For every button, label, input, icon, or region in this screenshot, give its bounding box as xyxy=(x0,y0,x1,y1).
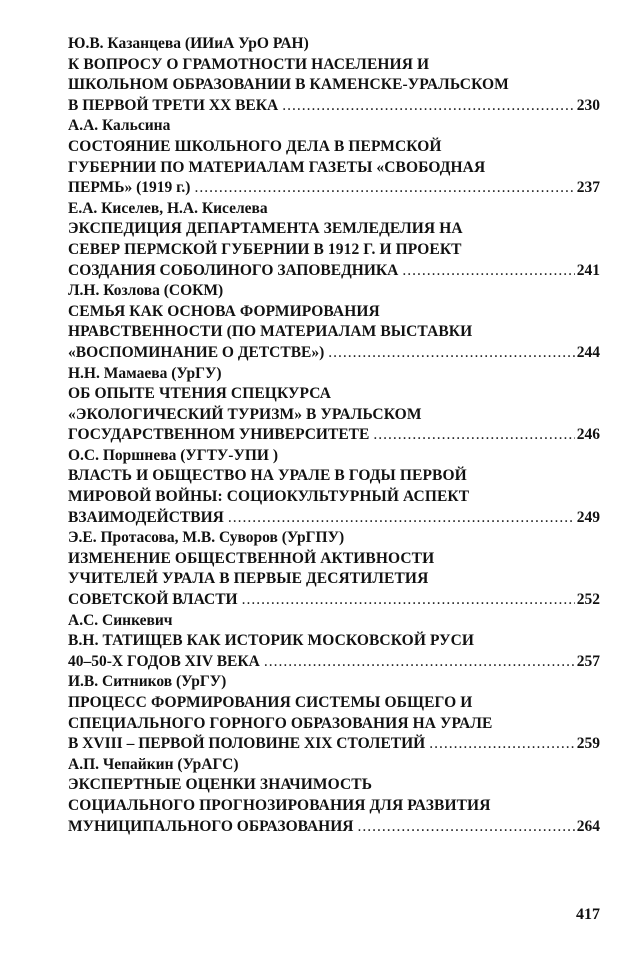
entry-page-number: 244 xyxy=(576,343,600,361)
entry-title-line: В XVIII – ПЕРВОЙ ПОЛОВИНЕ XIX СТОЛЕТИЙ xyxy=(68,735,426,753)
entry-page-number: 264 xyxy=(576,817,600,835)
entry-author: А.А. Кальсина xyxy=(68,117,171,135)
entry-final-line xyxy=(68,817,600,838)
dot-leader xyxy=(358,817,575,838)
entry-title-line: СОЗДАНИЯ СОБОЛИНОГО ЗАПОВЕДНИКА xyxy=(68,261,399,279)
entry-title-line: СОСТОЯНИЕ ШКОЛЬНОГО ДЕЛА В ПЕРМСКОЙ xyxy=(68,137,442,155)
entry-page-number: 252 xyxy=(576,591,600,609)
table-of-contents xyxy=(68,34,600,837)
entry-author: Ю.В. Казанцева (ИИиА УрО РАН) xyxy=(68,35,309,52)
entry-title-line: ОБ ОПЫТЕ ЧТЕНИЯ СПЕЦКУРСА xyxy=(68,385,332,403)
entry-title-line: «ВОСПОМИНАНИЕ О ДЕТСТВЕ») xyxy=(68,343,325,361)
entry-title-line: ЭКСПЕРТНЫЕ ОЦЕНКИ ЗНАЧИМОСТЬ xyxy=(68,776,373,794)
entry-title-line: ШКОЛЬНОМ ОБРАЗОВАНИИ В КАМЕНСКЕ-УРАЛЬСКОМ xyxy=(68,76,509,94)
toc-entry xyxy=(68,34,600,116)
toc-entry xyxy=(68,281,600,363)
entry-title-line: СОВЕТСКОЙ ВЛАСТИ xyxy=(68,591,238,609)
entry-title-line: НРАВСТВЕННОСТИ (ПО МАТЕРИАЛАМ ВЫСТАВКИ xyxy=(68,323,473,341)
toc-entry xyxy=(68,364,600,446)
dot-leader xyxy=(328,343,574,364)
dot-leader xyxy=(402,261,574,282)
toc-entry xyxy=(68,672,600,754)
entry-author: Л.Н. Козлова (СОКМ) xyxy=(68,282,224,300)
dot-leader xyxy=(228,508,575,529)
dot-leader xyxy=(429,734,575,755)
entry-title-line: В.Н. ТАТИЩЕВ КАК ИСТОРИК МОСКОВСКОЙ РУСИ xyxy=(68,632,475,650)
entry-final-line xyxy=(68,590,600,611)
entry-final-line xyxy=(68,425,600,446)
toc-entry xyxy=(68,446,600,528)
toc-entry xyxy=(68,528,600,610)
entry-title-line: МИРОВОЙ ВОЙНЫ: СОЦИОКУЛЬТУРНЫЙ АСПЕКТ xyxy=(68,488,470,506)
entry-title-line: ИЗМЕНЕНИЕ ОБЩЕСТВЕННОЙ АКТИВНОСТИ xyxy=(68,549,435,567)
entry-title-line: ВЛАСТЬ И ОБЩЕСТВО НА УРАЛЕ В ГОДЫ ПЕРВОЙ xyxy=(68,467,467,485)
entry-title-line: СОЦИАЛЬНОГО ПРОГНОЗИРОВАНИЯ ДЛЯ РАЗВИТИЯ xyxy=(68,796,491,814)
entry-title-line: ЭКСПЕДИЦИЯ ДЕПАРТАМЕНТА ЗЕМЛЕДЕЛИЯ НА xyxy=(68,220,463,238)
entry-page-number: 249 xyxy=(576,508,600,526)
entry-title-line: 40–50-Х ГОДОВ XIV ВЕКА xyxy=(68,652,260,670)
entry-title-line: СПЕЦИАЛЬНОГО ГОРНОГО ОБРАЗОВАНИЯ НА УРАЛЕ xyxy=(68,714,493,732)
entry-final-line xyxy=(68,734,600,755)
entry-title-line: СЕМЬЯ КАК ОСНОВА ФОРМИРОВАНИЯ xyxy=(68,302,380,320)
entry-final-line xyxy=(68,178,600,199)
entry-title-line: МУНИЦИПАЛЬНОГО ОБРАЗОВАНИЯ xyxy=(68,817,354,835)
entry-page-number: 241 xyxy=(576,261,600,279)
entry-author: Н.Н. Мамаева (УрГУ) xyxy=(68,364,222,382)
entry-page-number: 257 xyxy=(576,652,600,670)
dot-leader xyxy=(194,178,574,199)
entry-final-line xyxy=(68,508,600,529)
page-number: 417 xyxy=(576,906,600,923)
dot-leader xyxy=(242,590,575,611)
toc-entry xyxy=(68,755,600,837)
entry-title-line: ГУБЕРНИИ ПО МАТЕРИАЛАМ ГАЗЕТЫ «СВОБОДНАЯ xyxy=(68,158,486,176)
entry-author: И.В. Ситников (УрГУ) xyxy=(68,673,227,691)
entry-title-line: В ПЕРВОЙ ТРЕТИ XX ВЕКА xyxy=(68,96,279,114)
entry-title-line: «ЭКОЛОГИЧЕСКИЙ ТУРИЗМ» В УРАЛЬСКОМ xyxy=(68,405,422,423)
entry-author: А.С. Синкевич xyxy=(68,611,173,629)
entry-final-line xyxy=(68,96,600,117)
entry-title-line: К ВОПРОСУ О ГРАМОТНОСТИ НАСЕЛЕНИЯ И xyxy=(68,55,430,73)
entry-author: Э.Е. Протасова, М.В. Суворов (УрГПУ) xyxy=(68,529,345,547)
entry-title-line: ПРОЦЕСС ФОРМИРОВАНИЯ СИСТЕМЫ ОБЩЕГО И xyxy=(68,694,473,711)
entry-author: О.С. Поршнева (УГТУ-УПИ ) xyxy=(68,446,278,464)
entry-title-line: ГОСУДАРСТВЕННОМ УНИВЕРСИТЕТЕ xyxy=(68,426,370,444)
toc-entry xyxy=(68,611,600,673)
toc-entry xyxy=(68,199,600,281)
dot-leader xyxy=(373,425,574,446)
entry-author: Е.А. Киселев, Н.А. Киселева xyxy=(68,199,268,217)
entry-title-line: ВЗАИМОДЕЙСТВИЯ xyxy=(68,508,224,526)
entry-page-number: 246 xyxy=(576,426,600,444)
entry-title-line: УЧИТЕЛЕЙ УРАЛА В ПЕРВЫЕ ДЕСЯТИЛЕТИЯ xyxy=(68,570,429,588)
dot-leader xyxy=(282,96,575,117)
entry-final-line xyxy=(68,261,600,282)
entry-page-number: 237 xyxy=(576,179,600,197)
entry-author: А.П. Чепайкин (УрАГС) xyxy=(68,755,239,773)
dot-leader xyxy=(264,652,575,673)
toc-entry xyxy=(68,116,600,198)
entry-page-number: 230 xyxy=(576,96,600,114)
entry-title-line: СЕВЕР ПЕРМСКОЙ ГУБЕРНИИ В 1912 Г. И ПРОЕКТ xyxy=(68,240,462,258)
entry-title-line: ПЕРМЬ» (1919 г.) xyxy=(68,179,191,197)
entry-final-line xyxy=(68,343,600,364)
entry-page-number: 259 xyxy=(576,735,600,753)
entry-final-line xyxy=(68,652,600,673)
